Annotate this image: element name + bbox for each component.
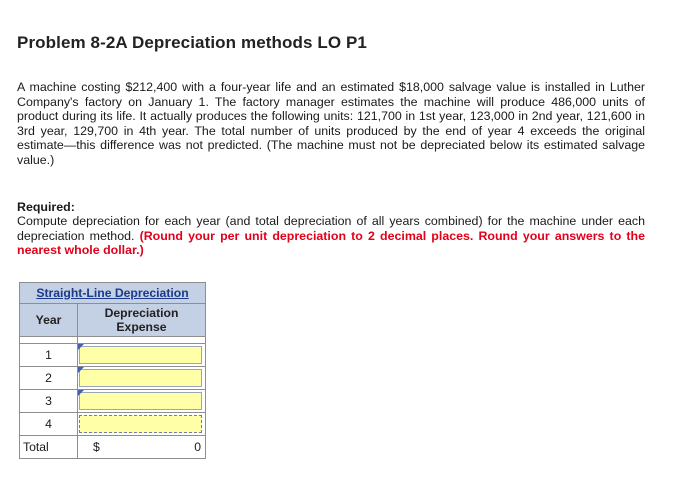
depreciation-input-cell [78,344,206,367]
year-cell: 1 [20,344,78,367]
input-marker-icon [78,390,84,396]
spacer-cell [78,337,206,344]
input-marker-icon [78,344,84,350]
page-title: Problem 8-2A Depreciation methods LO P1 [17,33,367,52]
year-column-header: Year [20,304,78,337]
input-marker-icon [78,367,84,373]
table-caption: Straight-Line Depreciation [20,283,206,304]
total-label: Total [20,436,78,459]
depreciation-input-cell [78,413,206,436]
year-cell: 2 [20,367,78,390]
required-heading: Required: [17,200,75,214]
depreciation-header-line1: Depreciation [104,306,179,320]
spacer-cell [20,337,78,344]
year-cell: 3 [20,390,78,413]
problem-text: A machine costing $212,400 with a four-year life and an estimated $18,000 salvage value is installed in Luther Company's factory on January 1. The factory manager estimates the machine will produce 486,000 units of product during its life. It actually produces the following units: 121,700 in 1st year, 123,000 in 2nd year, 121,600 in 3rd year, 129,700 in 4th year. The total number of units produced by the end of year 4 exceeds the original estimate—this difference was not predicted. (The machine must not be depreciated below its estimated salvage value.) [17,80,645,167]
required-instructions: Compute depreciation for each year (and total depreciation of all years combined) for the machine under each depreciation method. [17,214,645,243]
depreciation-header-line2: Expense [116,320,167,334]
year-cell: 4 [20,413,78,436]
total-value: 0 [194,440,201,454]
depreciation-input-year-1[interactable] [79,346,202,364]
table-row [20,367,206,390]
total-currency: $ [93,440,100,454]
depreciation-input-cell [78,367,206,390]
total-value-cell [78,436,206,459]
table-row [20,390,206,413]
table-row [20,344,206,367]
depreciation-column-header [78,304,206,337]
total-row [20,436,206,459]
depreciation-input-year-4[interactable] [79,415,202,433]
rounding-instruction: (Round your per unit depreciation to 2 decimal places. Round your answers to the nearest whole dollar.) [17,228,645,258]
required-text [17,214,645,258]
depreciation-input-year-2[interactable] [79,369,202,387]
depreciation-input-cell [78,390,206,413]
straight-line-table [19,282,206,459]
depreciation-input-year-3[interactable] [79,392,202,410]
table-row [20,413,206,436]
